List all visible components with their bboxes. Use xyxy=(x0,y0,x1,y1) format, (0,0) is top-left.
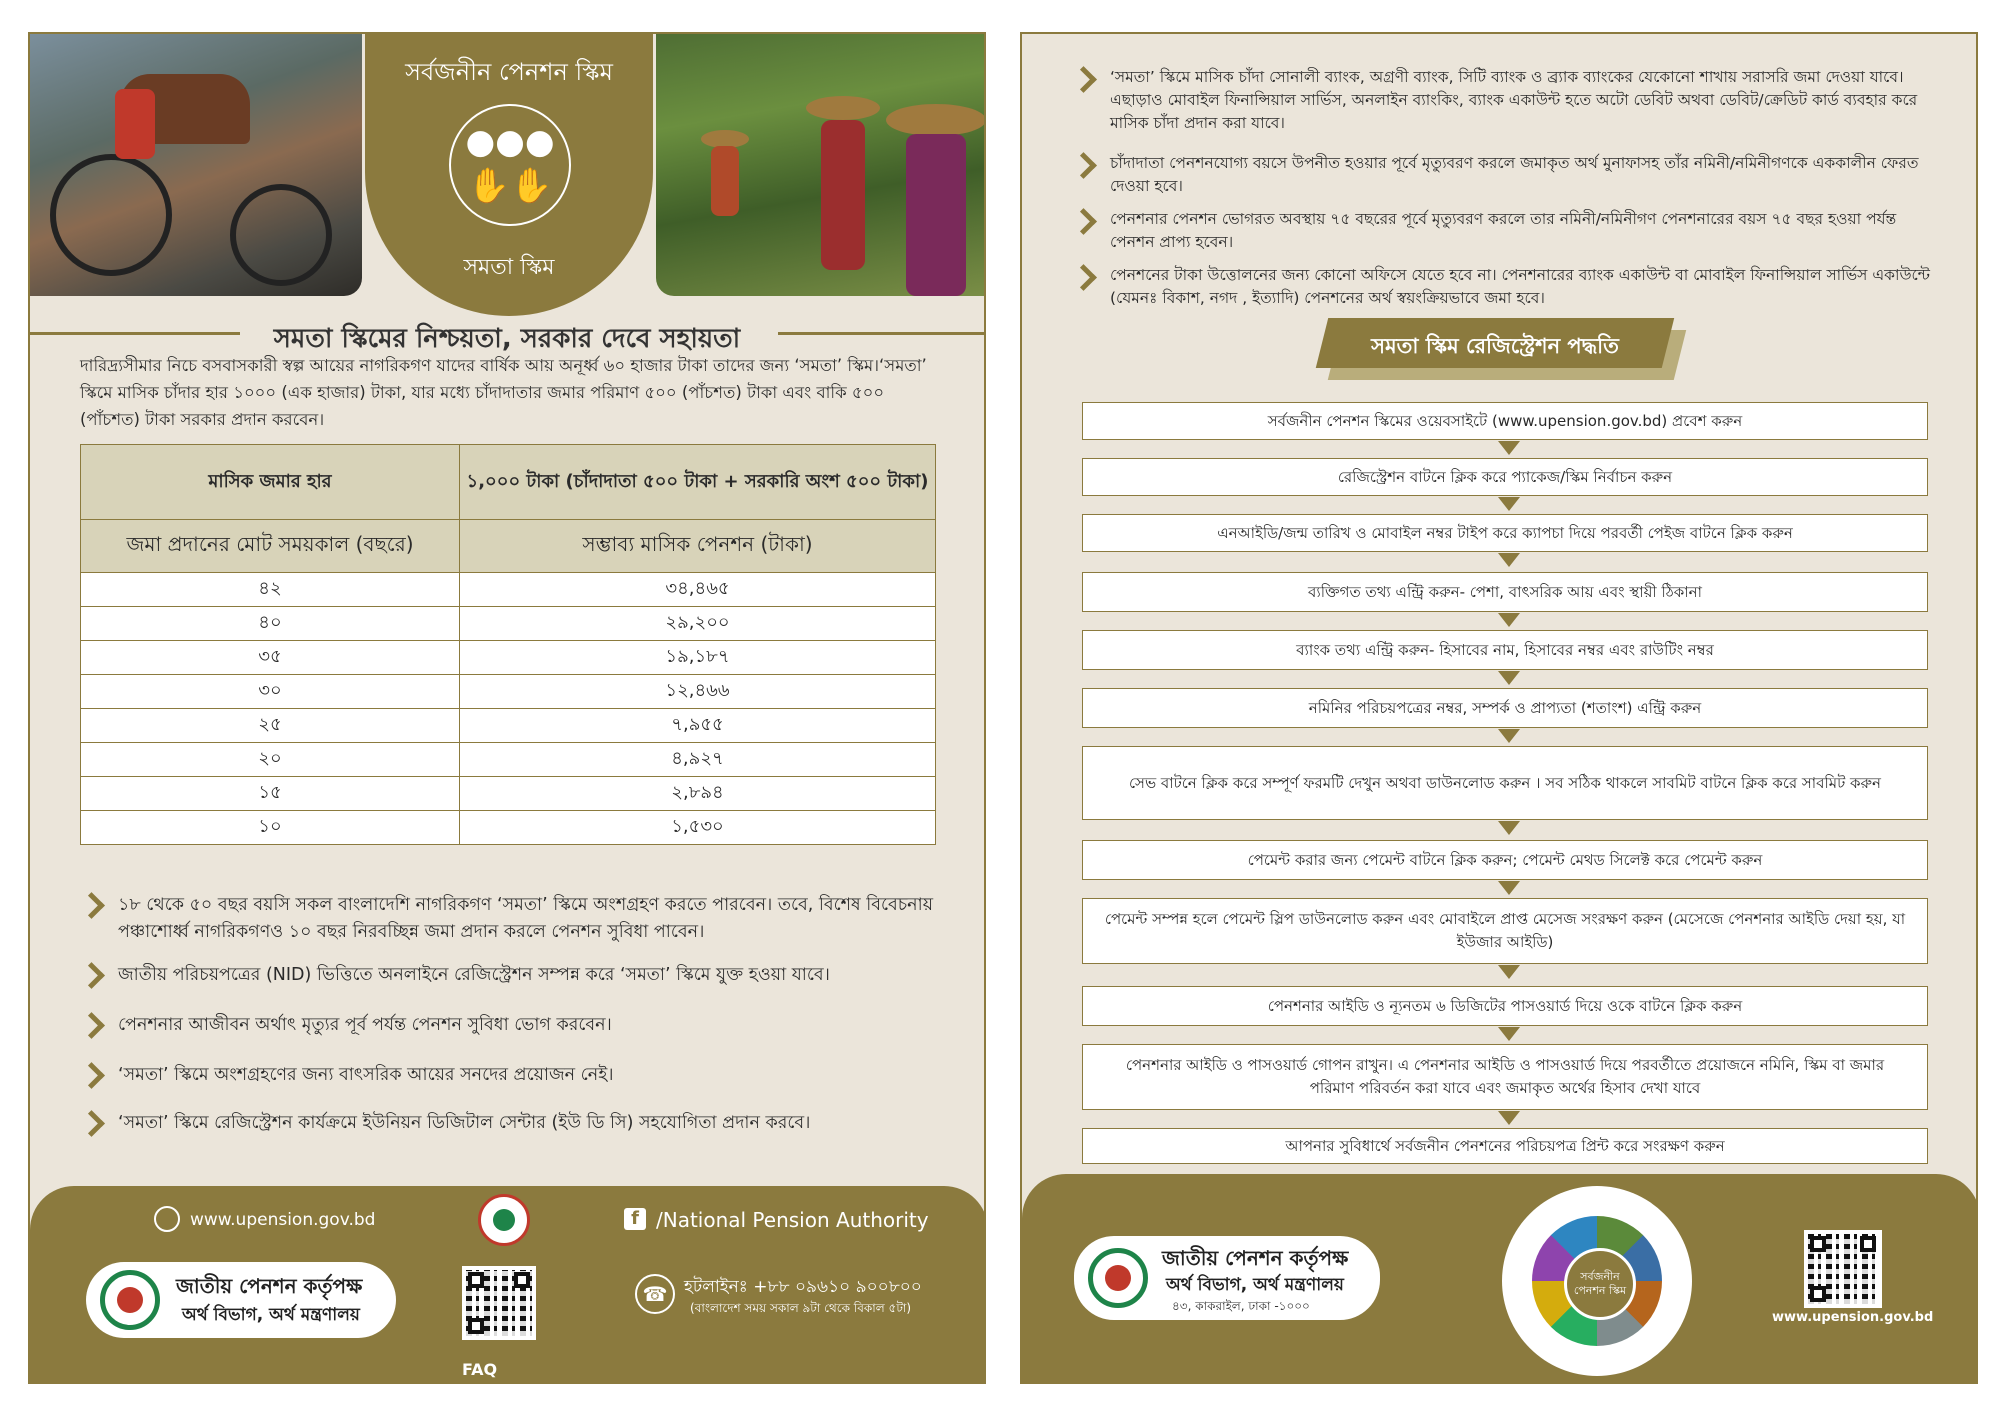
list-item xyxy=(80,1012,978,1039)
step-arrow xyxy=(1498,441,1520,455)
chevron-right-icon xyxy=(1070,152,1097,179)
hotline-hours: (বাংলাদেশ সময় সকাল ৯টা থেকে বিকাল ৫টা) xyxy=(690,1301,912,1315)
rickshaw-photo xyxy=(30,34,362,296)
step-arrow xyxy=(1498,613,1520,627)
registration-step: আপনার সুবিধার্থে সর্বজনীন পেনশনের পরিচয়পত্র প্রিন্ট করে সংরক্ষণ করুন xyxy=(1082,1128,1928,1164)
chevron-right-icon xyxy=(1070,66,1097,93)
faq-qr-code-icon[interactable] xyxy=(462,1266,536,1340)
table-row xyxy=(81,641,936,675)
table-header-cell: মাসিক জমার হার xyxy=(81,445,460,520)
table-row xyxy=(81,743,936,777)
registration-step: ব্যাংক তথ্য এন্ট্রি করুন- হিসাবের নাম, হিসাবের নম্বর এবং রাউটিং নম্বর xyxy=(1082,630,1928,670)
people-hands-icon: ●●● ✋✋ xyxy=(449,104,571,226)
step-arrow xyxy=(1498,821,1520,835)
list-item xyxy=(1072,66,1930,135)
registration-step: সেভ বাটনে ক্লিক করে সম্পূর্ণ ফরমটি দেখুন অথবা ডাউনলোড করুন । সব সঠিক থাকলে সাবমিট বাটনে ক্লিক করে সাবমিট করুন xyxy=(1082,746,1928,820)
pension-cell: ২৯,২০০ xyxy=(460,607,936,641)
phone-icon: ☎ xyxy=(635,1274,675,1314)
bullet-text: পেনশনার আজীবন অর্থাৎ মৃত্যুর পূর্ব পর্যন্ত পেনশন সুবিধা ভোগ করবেন। xyxy=(118,1015,612,1035)
org-name: জাতীয় পেনশন কর্তৃপক্ষ xyxy=(176,1274,363,1298)
chevron-right-icon xyxy=(1070,208,1097,235)
list-item xyxy=(80,962,978,989)
website-link[interactable]: www.upension.gov.bd xyxy=(1772,1310,1934,1325)
website-link[interactable]: www.upension.gov.bd xyxy=(190,1210,376,1230)
bullet-text: জাতীয় পরিচয়পত্রের (NID) ভিত্তিতে অনলাইনে রেজিস্ট্রেশন সম্পন্ন করে ‘সমতা’ স্কিমে যুক্ত হওয়া যাবে। xyxy=(118,965,830,985)
registration-step: পেমেন্ট করার জন্য পেমেন্ট বাটনে ক্লিক করুন; পেমেন্ট মেথড সিলেক্ট করে পেমেন্ট করুন xyxy=(1082,840,1928,880)
years-cell: ৪২ xyxy=(81,573,460,607)
hotline-number[interactable]: হটলাইনঃ +৮৮ ০৯৬১০ ৯০০৮০০ xyxy=(684,1277,922,1297)
government-emblem xyxy=(478,1194,530,1246)
step-arrow xyxy=(1498,671,1520,685)
years-cell: ১০ xyxy=(81,811,460,845)
step-arrow xyxy=(1498,965,1520,979)
tea-garden-photo xyxy=(656,34,986,296)
bullet-text: পেনশনার পেনশন ভোগরত অবস্থায় ৭৫ বছরের পূর্বে মৃত্যুবরণ করলে তার নমিনী/নমিনীগণ পেনশনারের বয়স ৭৫ বছর হওয়া পর্যন্ত পেনশন প্রাপ্য হবেন। xyxy=(1110,210,1897,251)
list-item xyxy=(80,892,978,946)
list-item xyxy=(1072,208,1930,254)
bullet-text: ‘সমতা’ স্কিমে রেজিস্ট্রেশন কার্যক্রমে ইউনিয়ন ডিজিটাল সেন্টার (ইউ ডি সি) সহযোগিতা প্রদান করবে। xyxy=(118,1113,811,1133)
pension-cell: ১৯,১৮৭ xyxy=(460,641,936,675)
registration-step: পেমেন্ট সম্পন্ন হলে পেমেন্ট স্লিপ ডাউনলোড করুন এবং মোবাইলে প্রাপ্ত মেসেজ সংরক্ষণ করুন (মেসেজে পেনশনার আইডি দেয়া হয়, যা ইউজার আইডি) xyxy=(1082,898,1928,964)
table-row xyxy=(81,607,936,641)
pension-cell: ১,৫৩০ xyxy=(460,811,936,845)
table-header-row xyxy=(81,445,936,520)
scheme-badge xyxy=(365,32,653,316)
left-footer xyxy=(30,1186,986,1384)
chevron-right-icon xyxy=(78,1012,105,1039)
facebook-icon[interactable]: f xyxy=(624,1208,646,1230)
list-item xyxy=(1072,152,1930,198)
scheme-photo-wheel xyxy=(1502,1186,1692,1376)
step-arrow xyxy=(1498,497,1520,511)
pension-cell: ৩৪,৪৬৫ xyxy=(460,573,936,607)
table-header-cell: ১,০০০ টাকা (চাঁদাদাতা ৫০০ টাকা + সরকারি অংশ ৫০০ টাকা) xyxy=(460,445,936,520)
badge-title: সর্বজনীন পেনশন স্কিম xyxy=(405,58,613,86)
org-subtitle: অর্থ বিভাগ, অর্থ মন্ত্রণালয় xyxy=(182,1305,360,1325)
website-qr-code-icon[interactable] xyxy=(1804,1230,1882,1308)
registration-step: পেনশনার আইডি ও পাসওয়ার্ড গোপন রাখুন। এ পেনশনার আইডি ও পাসওয়ার্ড দিয়ে পরবর্তীতে প্রয়োজনে নমিনি, স্কিম বা জমার পরিমাণ পরিবর্তন করা যাবে এবং জমাকৃত অর্থের হিসাব দেখা যাবে xyxy=(1082,1044,1928,1110)
authority-logo xyxy=(1074,1236,1380,1320)
step-arrow xyxy=(1498,881,1520,895)
org-name: জাতীয় পেনশন কর্তৃপক্ষ xyxy=(1162,1246,1349,1270)
chevron-right-icon xyxy=(1070,264,1097,291)
facebook-link[interactable]: /National Pension Authority xyxy=(656,1208,929,1232)
years-cell: ২৫ xyxy=(81,709,460,743)
registration-step: রেজিস্ট্রেশন বাটনে ক্লিক করে প্যাকেজ/স্কিম নির্বাচন করুন xyxy=(1082,458,1928,496)
table-row xyxy=(81,675,936,709)
right-page xyxy=(1020,32,1978,1384)
step-arrow xyxy=(1498,1027,1520,1041)
table-row xyxy=(81,811,936,845)
table-subheader-row xyxy=(81,520,936,573)
table-row xyxy=(81,709,936,743)
years-cell: ৪০ xyxy=(81,607,460,641)
right-footer xyxy=(1022,1174,1978,1384)
wheel-label: সর্বজনীন পেনশন স্কিম xyxy=(1564,1248,1636,1320)
pension-cell: ৪,৯২৭ xyxy=(460,743,936,777)
chevron-right-icon xyxy=(78,962,105,989)
faq-label: FAQ xyxy=(462,1360,498,1379)
chevron-right-icon xyxy=(78,1110,105,1137)
table-row xyxy=(81,573,936,607)
registration-step: নমিনির পরিচয়পত্রের নম্বর, সম্পর্ক ও প্রাপ্যতা (শতাংশ) এন্ট্রি করুন xyxy=(1082,688,1928,728)
table-row xyxy=(81,777,936,811)
org-subtitle: অর্থ বিভাগ, অর্থ মন্ত্রণালয় xyxy=(1166,1275,1344,1295)
years-cell: ১৫ xyxy=(81,777,460,811)
years-cell: ২০ xyxy=(81,743,460,777)
chevron-right-icon xyxy=(78,892,105,919)
registration-step: পেনশনার আইডি ও ন্যূনতম ৬ ডিজিটের পাসওয়ার্ড দিয়ে ওকে বাটনে ক্লিক করুন xyxy=(1082,986,1928,1026)
org-address: ৪৩, কাকরাইল, ঢাকা -১০০০ xyxy=(1172,1299,1310,1313)
pension-cell: ২,৮৯৪ xyxy=(460,777,936,811)
authority-logo-mark xyxy=(100,1270,160,1330)
authority-logo-mark xyxy=(1088,1248,1148,1308)
table-header-cell: জমা প্রদানের মোট সময়কাল (বছরে) xyxy=(81,520,460,573)
pension-cell: ৭,৯৫৫ xyxy=(460,709,936,743)
intro-paragraph: দারিদ্র্যসীমার নিচে বসবাসকারী স্বল্প আয়ের নাগরিকগণ যাদের বার্ষিক আয় অনূর্ধ্ব ৬০ হাজার টাকা তাদের জন্য ‘সমতা’ স্কিম।‘সমতা’ স্কিমে মাসিক চাঁদার হার ১০০০ (এক হাজার) টাকা, যার মধ্যে চাঁদাদাতার জমার পরিমাণ ৫০০ (পাঁচশত) টাকা এবং বাকি ৫০০ (পাঁচশত) টাকা সরকার প্রদান করবেন। xyxy=(80,356,927,429)
globe-icon xyxy=(154,1206,180,1232)
pension-table xyxy=(80,444,936,845)
years-cell: ৩৫ xyxy=(81,641,460,675)
headline: সমতা স্কিমের নিশ্চয়তা, সরকার দেবে সহায়তা xyxy=(273,324,741,354)
registration-title: সমতা স্কিম রেজিস্ট্রেশন পদ্ধতি xyxy=(1371,334,1619,358)
list-item xyxy=(80,1062,978,1089)
step-arrow xyxy=(1498,1111,1520,1125)
list-item xyxy=(80,1110,978,1137)
bullet-text: ‘সমতা’ স্কিমে অংশগ্রহণের জন্য বাৎসরিক আয়ের সনদের প্রয়োজন নেই। xyxy=(118,1065,614,1085)
registration-step: এনআইডি/জন্ম তারিখ ও মোবাইল নম্বর টাইপ করে ক্যাপচা দিয়ে পরবর্তী পেইজ বাটনে ক্লিক করুন xyxy=(1082,514,1928,552)
left-page xyxy=(28,32,986,1384)
bullet-text: চাঁদাদাতা পেনশনযোগ্য বয়সে উপনীত হওয়ার পূর্বে মৃত্যুবরণ করলে জমাকৃত অর্থ মুনাফাসহ তাঁর নমিনী/নমিনীগণকে এককালীন ফেরত দেওয়া হবে। xyxy=(1110,154,1919,195)
step-arrow xyxy=(1498,729,1520,743)
step-arrow xyxy=(1498,553,1520,567)
bullet-text: ১৮ থেকে ৫০ বছর বয়সি সকল বাংলাদেশি নাগরিকগণ ‘সমতা’ স্কিমে অংশগ্রহণ করতে পারবেন। তবে, বিশেষ বিবেচনায় পঞ্চাশোর্ধ্ব নাগরিকগণও ১০ বছর নিরবচ্ছিন্ন জমা প্রদান করলে পেনশন সুবিধা পাবেন। xyxy=(118,895,934,942)
registration-step: সর্বজনীন পেনশন স্কিমের ওয়েবসাইটে (www.upension.gov.bd) প্রবেশ করুন xyxy=(1082,402,1928,440)
list-item xyxy=(1072,264,1930,310)
chevron-right-icon xyxy=(78,1062,105,1089)
pension-cell: ১২,৪৬৬ xyxy=(460,675,936,709)
badge-subtitle: সমতা স্কিম xyxy=(463,255,555,280)
bullet-text: পেনশনের টাকা উত্তোলনের জন্য কোনো অফিসে যেতে হবে না। পেনশনারের ব্যাংক একাউন্ট বা মোবাইল ফিনান্সিয়াল সার্ভিস একাউন্টে (যেমনঃ বিকাশ, নগদ , ইত্যাদি) পেনশনের অর্থ স্বয়ংক্রিয়ভাবে জমা হবে। xyxy=(1110,266,1930,307)
bullet-text: ‘সমতা’ স্কিমে মাসিক চাঁদা সোনালী ব্যাংক, অগ্রণী ব্যাংক, সিটি ব্যাংক ও ব্র্যাক ব্যাংকের যেকোনো শাখায় সরাসরি জমা দেওয়া যাবে। এছাড়াও মোবাইল ফিনান্সিয়াল সার্ভিস, অনলাইন ব্যাংকিং, ব্যাংক একাউন্ট হতে অটো ডেবিট অথবা ডেবিট/ক্রেডিট কার্ড ব্যবহার করে মাসিক চাঁদা প্রদান করা যাবে। xyxy=(1110,68,1918,132)
registration-step: ব্যক্তিগত তথ্য এন্ট্রি করুন- পেশা, বাৎসরিক আয় এবং স্থায়ী ঠিকানা xyxy=(1082,572,1928,612)
years-cell: ৩০ xyxy=(81,675,460,709)
table-header-cell: সম্ভাব্য মাসিক পেনশন (টাকা) xyxy=(460,520,936,573)
authority-logo xyxy=(86,1262,396,1338)
